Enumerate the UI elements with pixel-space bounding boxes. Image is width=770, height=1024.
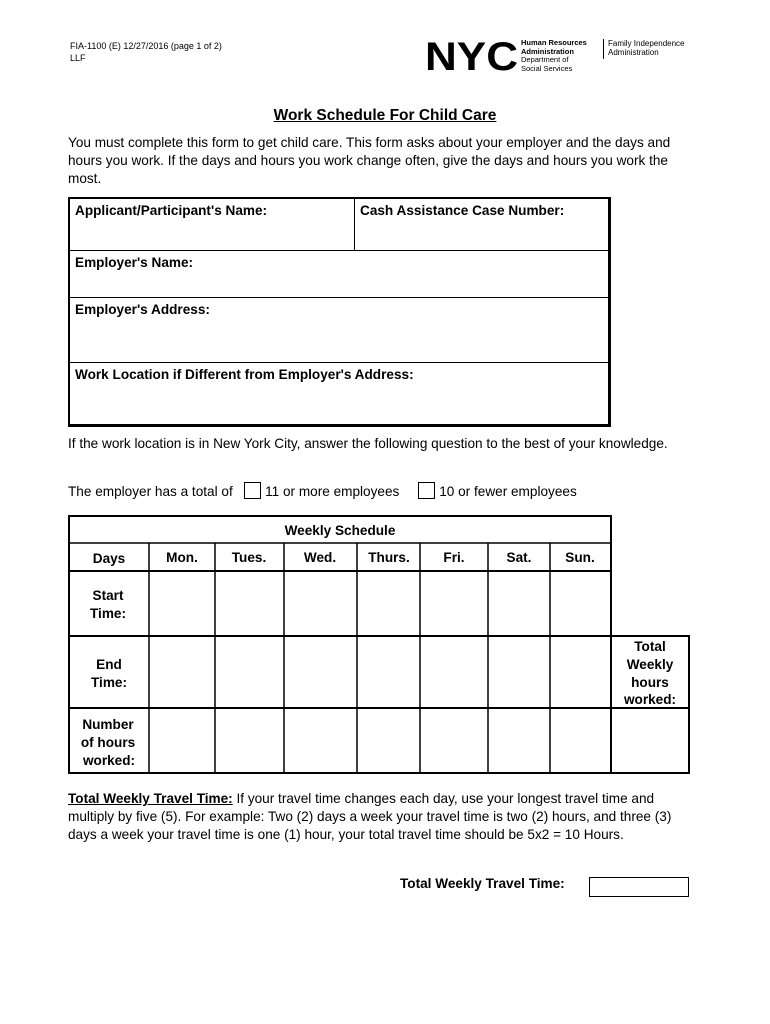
day-header: Thurs. [368,550,410,565]
start-time-label: Start [92,588,124,603]
agency-line1: Human Resources [521,38,587,47]
total-weekly-hours-label: Total [634,639,666,654]
agency-right [603,39,685,59]
travel-time-instructions [68,790,688,844]
travel-time-text: If your travel time changes each day, use your longest travel time and multiply by five (5). For example: Two (2) days a week your travel time is two (2) hours, and three (3) days a week your travel time is one (1) hour, your total travel time should be 5x2 = 10 Hours. [68,791,672,842]
form-code: LLF [70,53,86,63]
case-number-field[interactable] [355,199,608,250]
day-header: Sun. [565,550,595,565]
employee-count-row [68,482,688,501]
nyc-question: If the work location is in New York City, answer the following question to the best of your knowledge. [68,436,668,451]
agency-right1: Family Independence [608,39,685,48]
end-time-label: Time: [90,675,128,690]
agency-line2: Administration [521,46,574,56]
work-location-label: Work Location if Different from Employer's Address: [75,367,414,382]
option-10-or-fewer-label: 10 or fewer employees [439,484,577,499]
agency-line3: Department of [521,55,569,64]
employee-count-prompt: The employer has a total of [68,484,233,499]
total-travel-time-label: Total Weekly Travel Time: [400,876,565,891]
form-id: FIA-1100 (E) 12/27/2016 (page 1 of 2) [70,41,222,51]
day-header: Sat. [506,550,532,565]
start-time-label: Time: [89,606,127,621]
info-row-1 [70,199,608,251]
nyc-logo [425,38,705,78]
total-travel-time-input[interactable] [589,877,689,897]
applicant-name-label: Applicant/Participant's Name: [75,203,268,218]
intro-text: You must complete this form to get child care. This form asks about your employer and the days and hours you work. If the days and hours you work change often, give the days and hours you work the most. [68,135,671,186]
employer-address-field[interactable] [70,298,608,363]
employer-address-label: Employer's Address: [75,302,210,317]
agency-name [521,39,587,73]
page-title: Work Schedule For Child Care [273,107,497,124]
travel-time-heading: Total Weekly Travel Time: [68,791,233,806]
employer-name-label: Employer's Name: [75,255,194,270]
total-weekly-hours-label: worked: [623,692,677,707]
form-id-block [70,40,222,64]
hours-worked-label: of hours [80,735,136,750]
day-header: Wed. [303,550,337,565]
agency-right2: Administration [608,48,659,57]
checkbox-10-or-fewer[interactable] [418,482,435,499]
day-header: Tues. [231,550,267,565]
hours-worked-label: Number [82,717,134,732]
schedule-title: Weekly Schedule [284,523,396,538]
day-header: Fri. [443,550,465,565]
agency-line4: Social Services [521,63,573,73]
end-time-label: End [96,657,122,672]
applicant-info-table [68,197,611,427]
schedule-grid [68,515,690,774]
nyc-logo-mark [425,38,519,72]
applicant-name-field[interactable] [70,199,355,250]
total-weekly-hours-label: Weekly [626,657,674,672]
weekly-schedule-table [68,515,690,774]
employer-name-field[interactable] [70,251,608,298]
checkbox-11-or-more[interactable] [244,482,261,499]
days-header: Days [92,551,126,566]
svg-text:NYC: NYC [425,38,518,72]
case-number-label: Cash Assistance Case Number: [360,203,565,218]
hours-worked-label: worked: [82,753,136,768]
work-location-field[interactable] [70,363,608,424]
option-11-or-more-label: 11 or more employees [265,484,400,499]
day-header: Mon. [166,550,198,565]
total-weekly-hours-label: hours [631,675,669,690]
